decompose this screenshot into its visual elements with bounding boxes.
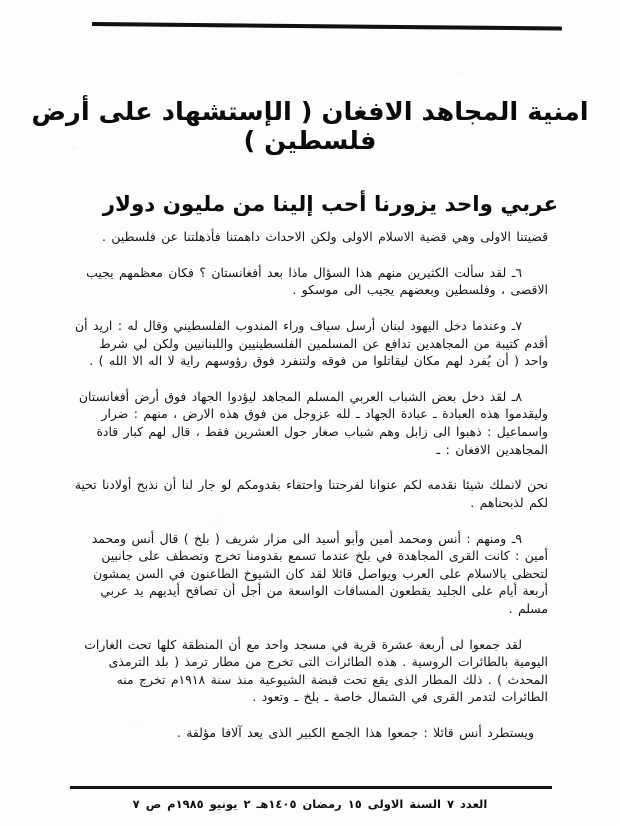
page-title: امنية المجاهد الافغان ( الإستشهاد على أرض فلسطين ) <box>31 96 589 155</box>
page-footer-issue-line: العدد ٧ السنة الاولى ١٥ رمضان ١٤٠٥هـ ٢ يونيو ١٩٨٥م ص ٧ <box>132 797 488 811</box>
horizontal-rule-bottom <box>70 786 552 789</box>
paragraph-mosque-and-airport: لقد جمعوا لى أربعة عشرة قرية في مسجد واحد مع أن المنطقة كلها تحت الغارات اليومية بالطائرات الروسية . هذه الطائرات التى تخرج من مطار ترمذ ( بلد الترمذى المحدث ) . ذلك المطار الذى يقع تحت قبضة الشيوعية منذ سنة ١٩١٨م تخرج منه الطائرات لتدمر القرى في الشمال خاصة ـ بلخ ـ وتعود . <box>84 636 548 705</box>
page-subtitle: عربي واحد يزورنا أحب إلينا من مليون دولار <box>102 192 559 217</box>
article-body <box>74 228 548 760</box>
paragraph-item-9: ٩ـ ومنهم : أنس ومحمد أمين وأبو أسيد الى مزار شريف ( بلخ ) قال أنس ومحمد أمين : كانت القرى المجاهدة في بلخ عندما تسمع بقدومنا تخرج وتصطف على جانبين لتحظى بالاسلام على العرب ويواصل قائلا لقد كان الشيوخ الطاعنون في السن يمشون أربعة أيام على الجليد يقطعون المسافات الواسعة من أجل أن تصافح أيديهم يد عربي مسلم . <box>91 530 548 616</box>
paragraph-closing: ويستطرد أنس قائلا : جمعوا هذا الجمع الكبير الذى يعد آلافا مؤلفة . <box>176 725 534 741</box>
paragraph-item-7: ٧ـ وعندما دخل اليهود لبنان أرسل سياف وراء المندوب الفلسطيني وقال له : اريد أن أقدم كتيبة من المجاهدين تدافع عن المسلمين الفلسطينيين واللبنانيين ولكن لي شرط واحد ( أن يُفرد لهم مكان ليقاتلوا من فوقه ولتنفرد فوق رؤوسهم راية لا اله الا الله ) . <box>75 317 548 369</box>
paragraph-item-6: ٦ـ لقد سألت الكثيرين منهم هذا السؤال ماذا بعد أفغانستان ؟ فكان معظمهم يجيب الاقصى ، وفلسطين وبعضهم يجيب الى موسكو . <box>86 264 548 298</box>
paragraph-intro: قضيتنا الاولى وهي قضية الاسلام الاولى ولكن الاحداث داهمتنا فأذهلتنا عن فلسطين . <box>102 229 548 244</box>
horizontal-rule-top <box>92 22 562 31</box>
paragraph-quote-mujahideen-leaders: نحن لانملك شيئا نقدمه لكم عنوانا لفرحتنا واحتفاء بقدومكم لو جار لنا أن نذبح أولادنا تحية لكم لذبحناهم . <box>74 477 548 510</box>
paragraph-item-8: ٨ـ لقد دخل بعض الشباب العربي المسلم المجاهد ليؤدوا الجهاد فوق أرض أفغانستان وليقدموا هذه العبادة ـ عبادة الجهاد ـ لله عزوجل من فوق هذه الارض ، منهم : ضرار واسماعيل : ذهبوا الى زابل وهم شباب صغار حول العشرين فقط ، قال لهم كبار قادة المجاهدين الافغان : ـ <box>78 388 548 457</box>
